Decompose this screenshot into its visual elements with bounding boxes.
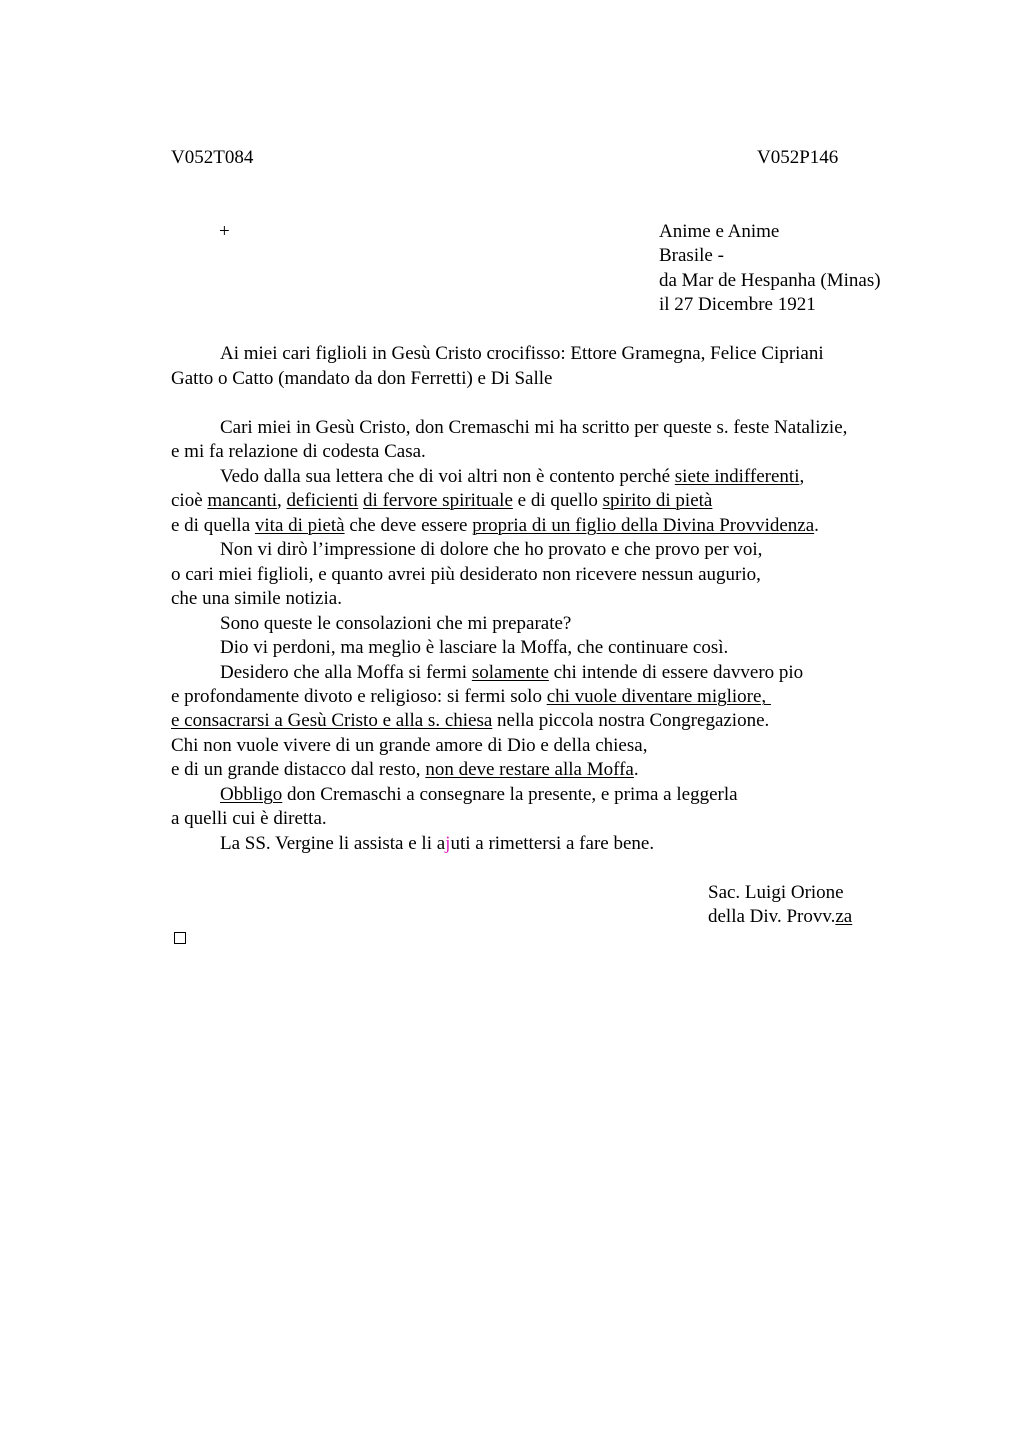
place-line-2: Brasile -	[659, 245, 724, 266]
date-line: il 27 Dicembre 1921	[659, 294, 816, 315]
underlined-text: chi vuole diventare migliore,	[546, 686, 771, 707]
document-code-left: V052T084	[171, 147, 254, 168]
highlighted-letter: j	[445, 833, 451, 854]
body-line: cioè mancanti, deficienti di fervore spirituale e di quello spirito di pietà	[171, 490, 713, 511]
body-line: Desidero che alla Moffa si fermi solamente chi intende di essere davvero pio	[220, 662, 804, 683]
end-box-marker	[174, 932, 186, 944]
body-line: e di quella vita di pietà che deve essere propria di un figlio della Divina Provvidenza.	[171, 515, 819, 536]
body-line: La SS. Vergine li assista e li ajuti a rimettersi a fare bene.	[220, 833, 655, 854]
signature-line-1: Sac. Luigi Orione	[708, 882, 844, 903]
underlined-text: propria di un figlio della Divina Provvidenza	[472, 515, 815, 536]
underlined-text: siete indifferenti	[674, 466, 800, 487]
place-line-1: Anime e Anime	[659, 221, 780, 242]
underlined-text: mancanti	[207, 490, 278, 511]
underlined-text: vita di pietà	[254, 515, 345, 536]
underlined-text: spirito di pietà	[602, 490, 713, 511]
body-line: e consacrarsi a Gesù Cristo e alla s. chiesa nella piccola nostra Congregazione.	[171, 710, 770, 731]
body-line: Dio vi perdoni, ma meglio è lasciare la Moffa, che continuare così.	[220, 637, 729, 658]
signature-line-2: della Div. Provv.za	[708, 906, 853, 927]
underlined-text: non deve restare alla Moffa	[425, 759, 634, 780]
underlined-text: deficienti	[286, 490, 359, 511]
underlined-text: solamente	[471, 662, 549, 683]
underlined-text: Obbligo	[220, 784, 283, 805]
place-line-3: da Mar de Hespanha (Minas)	[659, 270, 881, 291]
body-line: o cari miei figlioli, e quanto avrei più desiderato non ricevere nessun augurio,	[171, 564, 761, 585]
body-line: Chi non vuole vivere di un grande amore di Dio e della chiesa,	[171, 735, 648, 756]
body-line: Vedo dalla sua lettera che di voi altri non è contento perché siete indifferenti,	[220, 466, 805, 487]
document-code-right: V052P146	[757, 147, 839, 168]
body-line: Non vi dirò l’impressione di dolore che ho provato e che provo per voi,	[220, 539, 763, 560]
body-line: che una simile notizia.	[171, 588, 342, 609]
body-line: Sono queste le consolazioni che mi preparate?	[220, 613, 572, 634]
address-line-1: Ai miei cari figlioli in Gesù Cristo crocifisso: Ettore Gramegna, Felice Cipriani	[220, 343, 824, 364]
body-line: e profondamente divoto e religioso: si fermi solo chi vuole diventare migliore,	[171, 686, 771, 707]
underlined-text: za	[835, 906, 853, 927]
cross-mark: +	[219, 221, 230, 242]
body-line: e di un grande distacco dal resto, non deve restare alla Moffa.	[171, 759, 639, 780]
body-line: e mi fa relazione di codesta Casa.	[171, 441, 426, 462]
body-line: a quelli cui è diretta.	[171, 808, 327, 829]
body-line: Cari miei in Gesù Cristo, don Cremaschi mi ha scritto per queste s. feste Natalizie,	[220, 417, 848, 438]
address-line-2: Gatto o Catto (mandato da don Ferretti) e Di Salle	[171, 368, 553, 389]
body-line: Obbligo don Cremaschi a consegnare la presente, e prima a leggerla	[220, 784, 738, 805]
underlined-text: di fervore spirituale	[363, 490, 513, 511]
underlined-text: e consacrarsi a Gesù Cristo e alla s. chiesa	[171, 710, 493, 731]
